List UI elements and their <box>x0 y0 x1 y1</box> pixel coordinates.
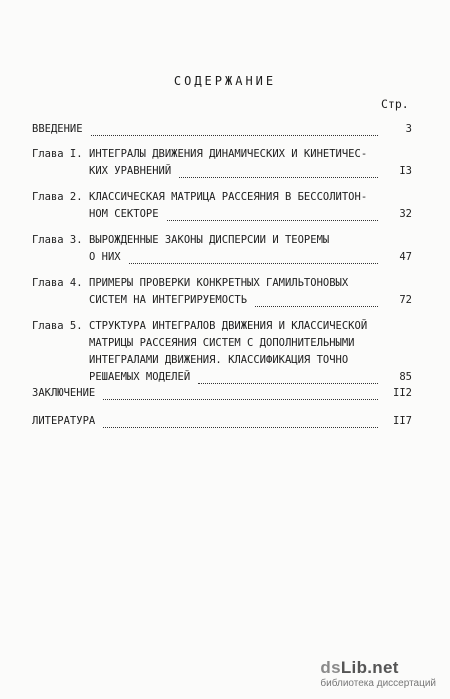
toc-entry-line <box>32 292 412 309</box>
dot-leader <box>198 383 378 384</box>
toc-entry-label: Глава 5. <box>32 320 83 332</box>
toc-entry[interactable] <box>32 232 412 266</box>
toc-entry-line <box>32 335 412 352</box>
dot-leader <box>179 177 378 178</box>
toc-entry-label: Глава 3. <box>32 234 83 246</box>
page-column-label: Стр. <box>381 97 409 111</box>
toc-entry-text: РЕШАЕМЫХ МОДЕЛЕЙ <box>89 371 191 383</box>
toc-entry[interactable] <box>32 413 412 430</box>
toc-entry-text: ИНТЕГРАЛЫ ДВИЖЕНИЯ ДИНАМИЧЕСКИХ И КИНЕТИЧЕС- <box>89 148 368 160</box>
watermark-logo <box>320 658 436 678</box>
toc-entry-text: СТРУКТУРА ИНТЕГРАЛОВ ДВИЖЕНИЯ И КЛАССИЧЕСКОЙ <box>89 320 368 332</box>
toc-entry[interactable] <box>32 275 412 309</box>
toc-entry-line <box>32 249 412 266</box>
toc-entry-text: ПРИМЕРЫ ПРОВЕРКИ КОНКРЕТНЫХ ГАМИЛЬТОНОВЫХ <box>89 277 349 289</box>
toc-entry[interactable] <box>32 318 412 386</box>
toc-entry-page: 72 <box>399 294 412 306</box>
toc-entry-text: СИСТЕМ НА ИНТЕГРИРУЕМОСТЬ <box>89 294 248 306</box>
dot-leader <box>91 135 378 136</box>
toc-entry-label: Глава 2. <box>32 191 83 203</box>
toc-entry[interactable] <box>32 385 412 402</box>
toc-entry-page: I3 <box>399 165 412 177</box>
toc-entry-line <box>32 189 412 206</box>
toc-entry-label: Глава 4. <box>32 277 83 289</box>
toc-entry[interactable] <box>32 146 412 180</box>
toc-entry-text: ИНТЕГРАЛАМИ ДВИЖЕНИЯ. КЛАССИФИКАЦИЯ ТОЧНО <box>89 354 349 366</box>
dot-leader <box>167 220 378 221</box>
toc-entry[interactable] <box>32 189 412 223</box>
toc-entry-line <box>32 163 412 180</box>
toc-entry-text: КЛАССИЧЕСКАЯ МАТРИЦА РАССЕЯНИЯ В БЕССОЛИТОН- <box>89 191 368 203</box>
dot-leader <box>255 306 378 307</box>
toc-entry-page: II7 <box>393 415 412 427</box>
dot-leader <box>103 427 378 428</box>
toc-entry-line <box>32 385 412 402</box>
toc-entry-text: О НИХ <box>89 251 121 263</box>
watermark-subtitle: библиотека диссертаций <box>320 678 436 689</box>
toc-entry-text: КИХ УРАВНЕНИЙ <box>89 165 172 177</box>
toc-entry-text: ВВЕДЕНИЕ <box>32 123 83 135</box>
watermark <box>320 658 436 689</box>
toc-entry-line <box>32 121 412 138</box>
toc-entry-page: II2 <box>393 387 412 399</box>
toc-entry-label: Глава I. <box>32 148 83 160</box>
toc-entry-line <box>32 232 412 249</box>
page-title: СОДЕРЖАНИЕ <box>173 74 277 88</box>
toc-entry[interactable] <box>32 121 412 138</box>
toc-entry-line <box>32 413 412 430</box>
toc-entry-line <box>32 275 412 292</box>
dot-leader <box>103 399 378 400</box>
toc-entry-page: 3 <box>405 123 412 135</box>
toc-entry-page: 32 <box>399 208 412 220</box>
toc-entry-text: ВЫРОЖДЕННЫЕ ЗАКОНЫ ДИСПЕРСИИ И ТЕОРЕМЫ <box>89 234 330 246</box>
toc-entry-text: ЗАКЛЮЧЕНИЕ <box>32 387 96 399</box>
watermark-logo-prefix: ds <box>320 658 341 677</box>
watermark-logo-rest: Lib.net <box>340 658 399 677</box>
toc-entry-line <box>32 206 412 223</box>
toc-entry-page: 85 <box>399 371 412 383</box>
toc-entry-line <box>32 352 412 369</box>
toc-entry-text: НОМ СЕКТОРЕ <box>89 208 159 220</box>
toc-entry-page: 47 <box>399 251 412 263</box>
toc-entry-line <box>32 146 412 163</box>
dot-leader <box>129 263 378 264</box>
toc-entry-text: ЛИТЕРАТУРА <box>32 415 96 427</box>
toc-entry-line <box>32 369 412 386</box>
toc-entry-text: МАТРИЦЫ РАССЕЯНИЯ СИСТЕМ С ДОПОЛНИТЕЛЬНЫМИ <box>89 337 355 349</box>
toc-entry-line <box>32 318 412 335</box>
